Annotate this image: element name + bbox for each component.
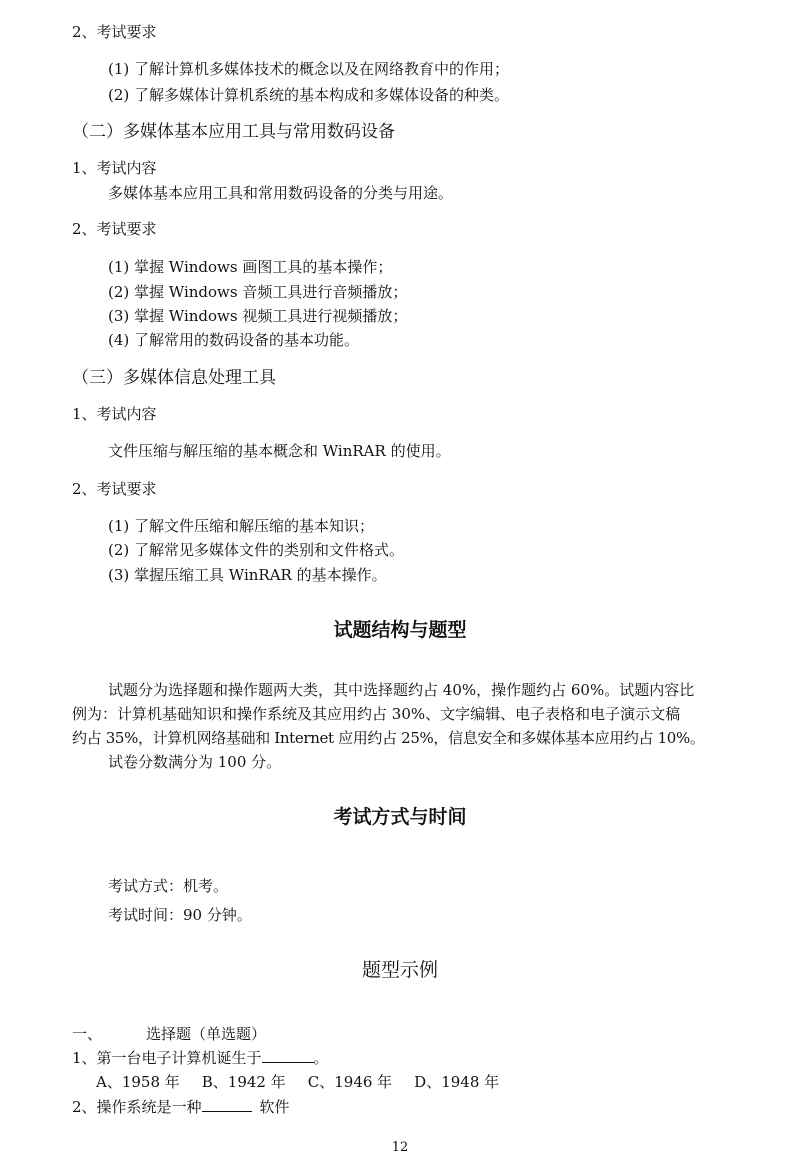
question-1-option-c: C、1946 年 bbox=[307, 1073, 393, 1091]
question-1-option-b: B、1942 年 bbox=[201, 1073, 286, 1091]
question-1-options bbox=[96, 1072, 499, 1092]
exam-method: 考试方式：机考。 bbox=[108, 877, 229, 895]
question-1-option-d: D、1948 年 bbox=[414, 1073, 500, 1091]
question-2-end: 软件 bbox=[259, 1098, 290, 1116]
s2-req-item-1: (1) 掌握 Windows 画图工具的基本操作； bbox=[108, 258, 393, 276]
s2-req-item-2: (2) 掌握 Windows 音频工具进行音频播放； bbox=[108, 283, 408, 301]
structure-line-4: 试卷分数满分为 100 分。 bbox=[108, 753, 282, 771]
s2-req-item-4: (4) 了解常用的数码设备的基本功能。 bbox=[108, 331, 360, 349]
examples-part-heading bbox=[72, 1024, 266, 1044]
examples-title: 题型示例 bbox=[361, 959, 438, 981]
s3-req-item-3: (3) 掌握压缩工具 WinRAR 的基本操作。 bbox=[108, 566, 387, 584]
s1-req-item-1: (1) 了解计算机多媒体技术的概念以及在网络教育中的作用； bbox=[108, 60, 510, 78]
question-1-option-a: A、1958 年 bbox=[96, 1073, 180, 1091]
s3-req-item-2: (2) 了解常见多媒体文件的类别和文件格式。 bbox=[108, 541, 405, 559]
structure-line-3: 约占 35%，计算机网络基础和 Internet 应用约占 25%，信息安全和多媒体基本应用约占 10%。 bbox=[72, 729, 705, 747]
page-number: 12 bbox=[391, 1140, 409, 1155]
s3-content-text: 文件压缩与解压缩的基本概念和 WinRAR 的使用。 bbox=[108, 442, 451, 460]
structure-title: 试题结构与题型 bbox=[333, 619, 467, 641]
examples-part-label: 选择题（单选题） bbox=[146, 1025, 267, 1043]
question-1-blank bbox=[262, 1048, 314, 1063]
exam-title: 考试方式与时间 bbox=[333, 806, 467, 828]
s1-req-item-2: (2) 了解多媒体计算机系统的基本构成和多媒体设备的种类。 bbox=[108, 86, 510, 104]
question-1-text: 1、第一台电子计算机诞生于 bbox=[72, 1049, 262, 1067]
question-1-end: 。 bbox=[313, 1049, 329, 1067]
s3-heading: （三）多媒体信息处理工具 bbox=[72, 368, 276, 388]
question-2-blank bbox=[202, 1097, 252, 1112]
s3-req-heading: 2、考试要求 bbox=[72, 480, 157, 498]
question-2-text: 2、操作系统是一种 bbox=[72, 1098, 202, 1116]
s2-heading: （二）多媒体基本应用工具与常用数码设备 bbox=[72, 122, 395, 142]
s1-req-heading: 2、考试要求 bbox=[72, 23, 157, 41]
s2-content-heading: 1、考试内容 bbox=[72, 159, 157, 177]
question-2 bbox=[72, 1097, 290, 1117]
s3-req-item-1: (1) 了解文件压缩和解压缩的基本知识； bbox=[108, 517, 375, 535]
s3-content-heading: 1、考试内容 bbox=[72, 405, 157, 423]
examples-part-number: 一、 bbox=[72, 1025, 103, 1043]
question-1 bbox=[72, 1048, 329, 1068]
structure-line-2: 例为：计算机基础知识和操作系统及其应用约占 30%、文字编辑、电子表格和电子演示文稿 bbox=[72, 705, 681, 723]
structure-line-1: 试题分为选择题和操作题两大类，其中选择题约占 40%，操作题约占 60%。试题内容比 bbox=[108, 681, 695, 699]
s2-content-text: 多媒体基本应用工具和常用数码设备的分类与用途。 bbox=[108, 184, 454, 202]
exam-time: 考试时间：90 分钟。 bbox=[108, 906, 252, 924]
s2-req-item-3: (3) 掌握 Windows 视频工具进行视频播放； bbox=[108, 307, 408, 325]
s2-req-heading: 2、考试要求 bbox=[72, 220, 157, 238]
structure-paragraph bbox=[72, 678, 734, 774]
